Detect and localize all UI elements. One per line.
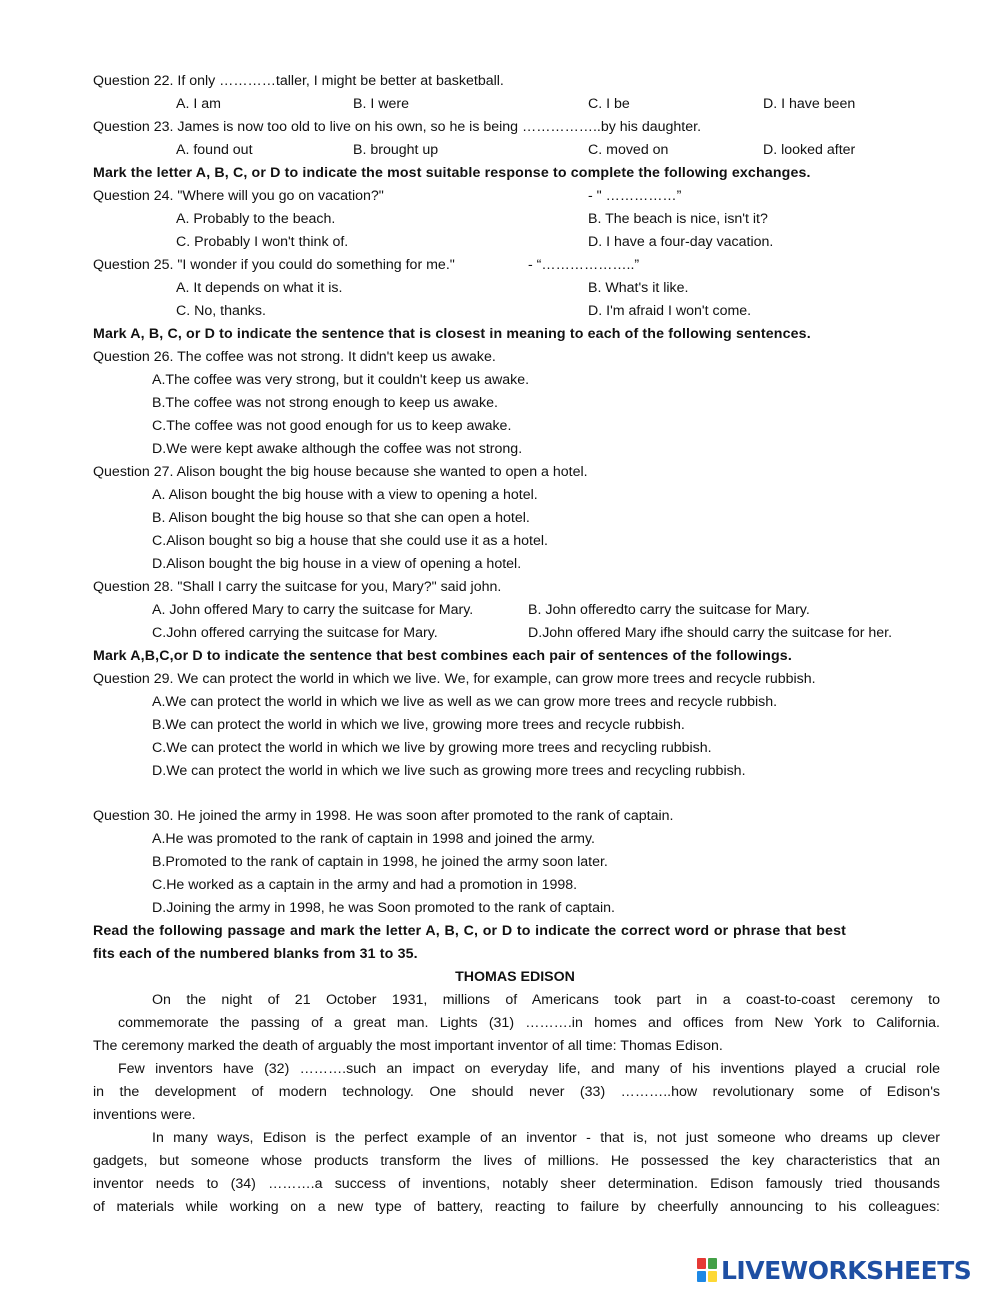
option-d[interactable]: D.We can protect the world in which we live such as growing more trees and recycling rubbish. xyxy=(152,763,746,779)
passage-line: The ceremony marked the death of arguably the most important inventor of all time: Thomas Edison. xyxy=(93,1038,723,1054)
question-28-options-row-2 xyxy=(0,622,1000,645)
passage-title: THOMAS EDISON xyxy=(455,969,575,985)
instruction-exchanges: Mark the letter A, B, C, or D to indicate the most suitable response to complete the following exchanges. xyxy=(93,165,811,181)
question-24-stem: Question 24. "Where will you go on vacation?" xyxy=(93,188,384,204)
option-c[interactable]: C. I be xyxy=(588,96,630,112)
option-b[interactable]: B.Promoted to the rank of captain in 1998, he joined the army soon later. xyxy=(152,854,608,870)
option-a[interactable]: A.We can protect the world in which we live as well as we can grow more trees and recycle rubbish. xyxy=(152,694,778,710)
option-d[interactable]: D. I have been xyxy=(763,96,856,112)
option-b[interactable]: B. John offeredto carry the suitcase for Mary. xyxy=(528,602,810,618)
question-25-stem: Question 25. "I wonder if you could do something for me." xyxy=(93,257,455,273)
question-23-stem: Question 23. James is now too old to live on his own, so he is being ……………..by his daughter. xyxy=(93,119,702,135)
logo-square-blue xyxy=(697,1271,706,1282)
question-22-options xyxy=(0,93,1000,116)
option-d[interactable]: D. I have a four-day vacation. xyxy=(588,234,774,250)
passage-line: inventor needs to (34) ……….a success of inventions, notably sheer determination. Edison famously tried thousands xyxy=(93,1176,940,1192)
option-c[interactable]: C.We can protect the world in which we live by growing more trees and recycling rubbish. xyxy=(152,740,712,756)
option-a[interactable]: A. Alison bought the big house with a view to opening a hotel. xyxy=(152,487,538,503)
option-a[interactable]: A.The coffee was very strong, but it couldn't keep us awake. xyxy=(152,372,530,388)
logo-mark-icon xyxy=(697,1258,717,1282)
question-22-stem: Question 22. If only …………taller, I might be better at basketball. xyxy=(93,73,504,89)
option-c[interactable]: C.John offered carrying the suitcase for Mary. xyxy=(152,625,438,641)
option-c[interactable]: C. moved on xyxy=(588,142,669,158)
instruction-combine-sentences: Mark A,B,C,or D to indicate the sentence that best combines each pair of sentences of the followings. xyxy=(93,648,792,664)
logo-square-red xyxy=(697,1258,706,1269)
passage-line: commemorate the passing of a great man. Lights (31) ……….in homes and offices from New York to California. xyxy=(118,1015,940,1031)
option-d[interactable]: D. I'm afraid I won't come. xyxy=(588,303,752,319)
question-24-options-row-1 xyxy=(0,208,1000,231)
question-26-stem: Question 26. The coffee was not strong. It didn't keep us awake. xyxy=(93,349,496,365)
option-b[interactable]: B. Alison bought the big house so that she can open a hotel. xyxy=(152,510,530,526)
question-24-reply: - " ……………” xyxy=(588,188,682,204)
question-25-stem-row xyxy=(0,254,1000,277)
option-d[interactable]: D.We were kept awake although the coffee was not strong. xyxy=(152,441,523,457)
question-25-options-row-2 xyxy=(0,300,1000,323)
instruction-reading-line-1: Read the following passage and mark the letter A, B, C, or D to indicate the correct word or phrase that best xyxy=(93,923,846,939)
option-d[interactable]: D.Joining the army in 1998, he was Soon promoted to the rank of captain. xyxy=(152,900,615,916)
option-b[interactable]: B. I were xyxy=(353,96,409,112)
question-28-options-row-1 xyxy=(0,599,1000,622)
passage-line: gadgets, but someone whose products transform the lives of millions. He possessed the key characteristics that an xyxy=(93,1153,940,1169)
option-a[interactable]: A. I am xyxy=(176,96,221,112)
question-29-stem: Question 29. We can protect the world in which we live. We, for example, can grow more trees and recycle rubbish. xyxy=(93,671,816,687)
option-b[interactable]: B.The coffee was not strong enough to keep us awake. xyxy=(152,395,498,411)
passage-line: In many ways, Edison is the perfect example of an inventor - that is, not just someone who dreams up clever xyxy=(152,1130,940,1146)
question-25-options-row-1 xyxy=(0,277,1000,300)
option-a[interactable]: A. found out xyxy=(176,142,253,158)
blank-spacer xyxy=(0,783,1000,805)
question-24-options-row-2 xyxy=(0,231,1000,254)
logo-square-green xyxy=(708,1258,717,1269)
passage-paragraph-2 xyxy=(0,1058,1000,1127)
question-25-reply: - “………………..” xyxy=(528,257,640,273)
option-a[interactable]: A. Probably to the beach. xyxy=(176,211,336,227)
question-27-stem: Question 27. Alison bought the big house because she wanted to open a hotel. xyxy=(93,464,588,480)
option-c[interactable]: C. No, thanks. xyxy=(176,303,266,319)
logo-text: LIVEWORKSHEETS xyxy=(721,1255,972,1285)
option-a[interactable]: A. John offered Mary to carry the suitcase for Mary. xyxy=(152,602,474,618)
option-c[interactable]: C.Alison bought so big a house that she could use it as a hotel. xyxy=(152,533,548,549)
passage-line: On the night of 21 October 1931, millions of Americans took part in a coast-to-coast ceremony to xyxy=(152,992,940,1008)
question-30-stem: Question 30. He joined the army in 1998. He was soon after promoted to the rank of captain. xyxy=(93,808,674,824)
passage-line: in the development of modern technology. One should never (33) ………..how revolutionary some of Edison's xyxy=(93,1084,940,1100)
passage-line: of materials while working on a new type of battery, reacting to failure by cheerfully announcing to his colleagues: xyxy=(93,1199,940,1215)
question-24-stem-row xyxy=(0,185,1000,208)
worksheet-page xyxy=(0,70,1000,1219)
liveworksheets-logo[interactable] xyxy=(697,1253,997,1287)
option-b[interactable]: B. brought up xyxy=(353,142,439,158)
option-c[interactable]: C. Probably I won't think of. xyxy=(176,234,349,250)
instruction-closest-meaning: Mark A, B, C, or D to indicate the sentence that is closest in meaning to each of the following sentences. xyxy=(93,326,811,342)
option-d[interactable]: D.Alison bought the big house in a view of opening a hotel. xyxy=(152,556,522,572)
passage-line: Few inventors have (32) ……….such an impact on everyday life, and many of his inventions played a crucial role xyxy=(118,1061,940,1077)
option-a[interactable]: A.He was promoted to the rank of captain in 1998 and joined the army. xyxy=(152,831,595,847)
option-d[interactable]: D.John offered Mary ifhe should carry the suitcase for her. xyxy=(528,625,893,641)
option-b[interactable]: B. What's it like. xyxy=(588,280,689,296)
instruction-reading-line-2: fits each of the numbered blanks from 31 to 35. xyxy=(93,946,418,962)
passage-paragraph-1 xyxy=(0,989,1000,1058)
option-a[interactable]: A. It depends on what it is. xyxy=(176,280,343,296)
logo-square-yellow xyxy=(708,1271,717,1282)
option-d[interactable]: D. looked after xyxy=(763,142,856,158)
option-c[interactable]: C.The coffee was not good enough for us to keep awake. xyxy=(152,418,512,434)
question-23-options xyxy=(0,139,1000,162)
option-b[interactable]: B. The beach is nice, isn't it? xyxy=(588,211,768,227)
option-c[interactable]: C.He worked as a captain in the army and had a promotion in 1998. xyxy=(152,877,578,893)
question-28-stem: Question 28. "Shall I carry the suitcase for you, Mary?" said john. xyxy=(93,579,502,595)
passage-paragraph-3 xyxy=(0,1127,1000,1219)
option-b[interactable]: B.We can protect the world in which we live, growing more trees and recycle rubbish. xyxy=(152,717,685,733)
passage-line: inventions were. xyxy=(93,1107,196,1123)
